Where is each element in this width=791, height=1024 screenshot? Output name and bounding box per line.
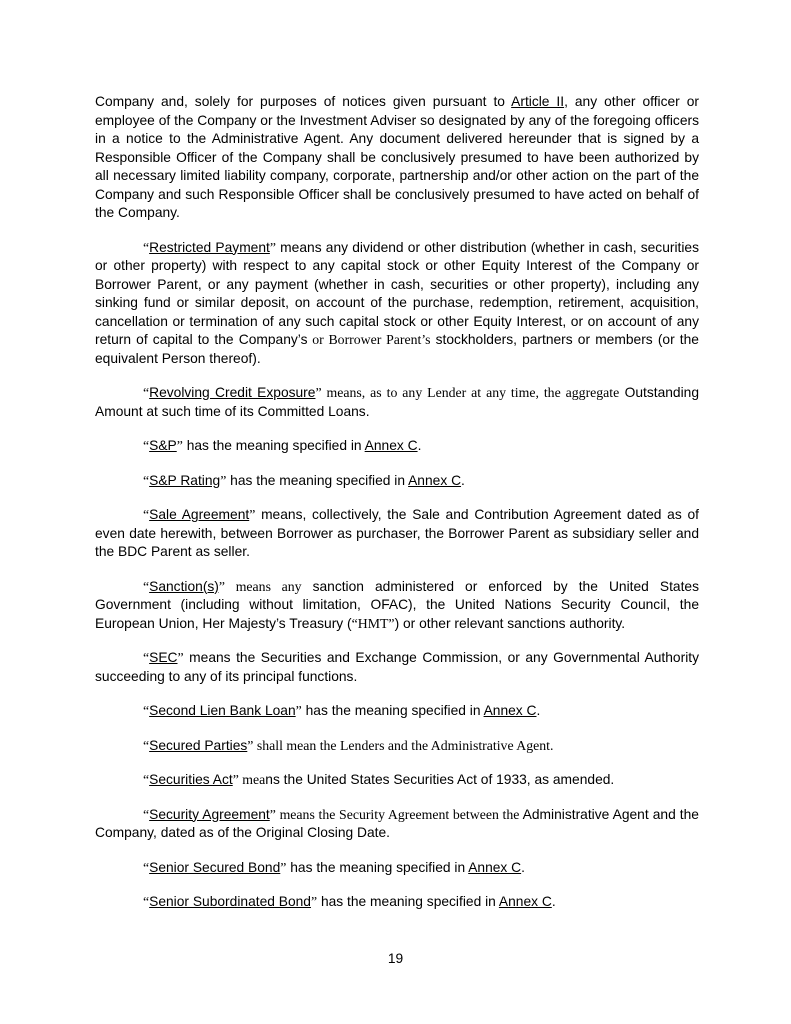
definition-text: sanction administered or enforced by the United States Government (including without limitation, OFAC), the United Nations Security Council, the European Union, Her Majesty’s Treasury ( [95,578,699,631]
open-quote: “ [143,472,150,488]
defined-term: Revolving Credit Exposure [149,385,316,400]
definition-revolving-credit-exposure [95,384,699,421]
close-quote: ” [315,385,322,400]
close-quote: ” [177,650,184,665]
defined-term: Security Agreement [149,806,270,822]
definition-text: means, collectively, the Sale and Contribution Agreement dated as of even date herewith, between Borrower as purchaser, the Borrower Parent as subsidiary seller and the BDC Parent as seller. [95,507,699,559]
open-quote: “ [143,650,150,665]
definition-sanctions [95,578,699,634]
open-quote: “ [143,385,150,400]
definition-text: has the meaning specified in [226,472,409,488]
definition-securities-act [95,771,699,790]
definition-text: means any [225,578,302,594]
definition-restricted-payment [95,239,699,369]
definition-secured-parties [95,737,699,756]
open-quote: “ [143,894,150,909]
open-quote: “ [143,438,150,453]
annex-c-reference: Annex C [498,894,552,909]
close-quote: ” [295,703,302,718]
close-quote: ” [269,239,276,255]
open-quote: “ [143,703,150,718]
defined-term: Restricted Payment [149,239,270,255]
definition-security-agreement [95,806,699,843]
defined-term: Sale Agreement [149,507,250,522]
open-quote: “ [143,806,150,822]
defined-term: Sanction(s) [149,578,219,594]
definition-sp [95,437,699,456]
close-quote: ” [280,859,287,875]
definition-text: stockholders, partners or members (or the equivalent Person thereof). [95,332,699,366]
definition-text: . [521,859,525,875]
definition-text: . [551,894,556,909]
definition-text: shall mean the Lenders and the Administrative Agent. [253,737,554,753]
definition-text: Administrative Agent and the Company, dated as of the Original Closing Date. [95,806,699,840]
defined-term: Securities Act [149,772,233,787]
open-quote: “ [143,578,150,594]
close-quote: ” [310,894,318,909]
open-quote: “ [143,507,150,522]
annex-c-reference: Annex C [408,472,462,488]
definition-text: mea [238,772,266,787]
page-number: 19 [387,951,404,966]
annex-c-reference: Annex C [364,438,418,453]
definition-sp-rating [95,472,699,491]
definition-senior-secured-bond [95,859,699,878]
definition-text: ) or other relevant sanctions authority. [394,615,626,631]
continued-definition-paragraph [95,93,699,223]
definition-text: . [536,703,541,718]
definition-text: means the Security Agreement between the [275,806,520,822]
definition-text: means the Securities and Exchange Commission, or any Governmental Authority succeeding to any of its principal functions. [95,650,699,684]
document-body [95,93,699,928]
close-quote: ” [232,772,239,787]
open-quote: “ [143,772,150,787]
annex-c-reference: Annex C [483,703,537,718]
definition-text: . [461,472,465,488]
annex-c-reference: Annex C [468,859,522,875]
open-quote: “ [143,239,150,255]
definition-text: has the meaning specified in [286,859,469,875]
defined-term: S&P [149,438,177,453]
definition-text: has the meaning specified in [317,894,499,909]
defined-term: Senior Secured Bond [149,859,281,875]
close-quote: ” [218,578,226,594]
open-quote: “ [143,737,150,753]
defined-term: SEC [149,650,178,665]
paragraph-text: Company and, solely for purposes of notices given pursuant to [95,94,512,109]
close-quote: ” [269,806,276,822]
open-quote: “ [143,859,150,875]
definition-text: has the meaning specified in [301,703,484,718]
definition-sale-agreement [95,506,699,562]
definition-text: ns the United States Securities Act of 1933, as amended. [265,772,615,787]
definition-text: Outstanding Amount at such time of its Committed Loans. [95,385,700,419]
definition-sec [95,649,699,686]
definition-text: . [417,438,422,453]
definition-text: has the meaning specified in [182,438,365,453]
definition-second-lien-bank-loan [95,702,699,721]
definition-senior-subordinated-bond [95,893,699,912]
close-quote: ” [247,737,254,753]
article-ii-reference: Article II [511,94,565,109]
close-quote: ” [249,507,256,522]
paragraph-text: , any other officer or employee of the Company or the Investment Adviser so designated by any of the foregoing officers in a notice to the Administrative Agent. Any document delivered hereunder that is signed by a Responsible Officer of the Company shall be conclusively presumed to have been authorized by all necessary limited liability company, corporate, partnership and/or other action on the part of the Company and such Responsible Officer shall be conclusively presumed to have acted on behalf of the Company. [95,94,699,220]
close-quote: ” [176,438,183,453]
defined-term: Senior Subordinated Bond [149,894,311,909]
definition-text: means, as to any Lender at any time, the aggregate [321,385,620,400]
defined-term: Second Lien Bank Loan [149,703,296,718]
definition-text: “HMT” [351,615,395,631]
definition-text: means any dividend or other distribution (whether in cash, securities or other property) with respect to any capital stock or other Equity Interest of the Company or Borrower Parent, or any payment (whether in cash, securities or other property), including any sinking fund or similar deposit, on account of the purchase, redemption, retirement, acquisition, cancellation or termination of any such capital stock or other Equity Interest, or on account of any return of capital to the Company’s [95,239,699,347]
defined-term: Secured Parties [149,737,248,753]
defined-term: S&P Rating [149,472,221,488]
definition-text: or Borrower Parent’s [307,332,431,347]
close-quote: ” [220,472,227,488]
